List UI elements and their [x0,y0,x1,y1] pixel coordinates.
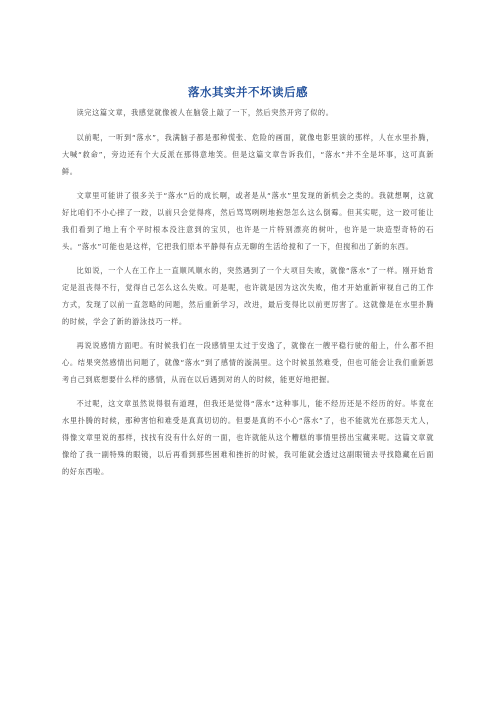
paragraph-5: 再说说感情方面吧。有时候我们在一段感情里太过于安逸了，就像在一艘平稳行驶的船上，什么都不担心。结果突然感情出问题了，就像“落水”到了感情的漩涡里。这个时候虽然难受，但也可能会让我们重新思考自己到底想要什么样的感情，从而在以后遇到对的人的时候，能更好地把握。 [62,341,434,384]
document-body [62,104,434,487]
paragraph-2: 以前呢，一听到“落水”，我满脑子都是那种慌张、危险的画面，就像电影里演的那样，人在水里扑腾，大喊“救命”，旁边还有个大反派在那得意地笑。但是这篇文章告诉我们，“落水”并不全是坏事，这可真新鲜。 [62,133,434,176]
paragraph-1: 读完这篇文章，我感觉就像被人在脑袋上敲了一下，然后突然开窍了似的。 [76,108,334,117]
paragraph-4: 比如说，一个人在工作上一直顺风顺水的，突然遇到了一个大项目失败，就像“落水”了一样。刚开始肯定是沮丧得不行，觉得自己怎么这么失败。可是呢，也许就是因为这次失败，他才开始重新审视自己的工作方式，发现了以前一直忽略的问题，然后重新学习，改进，最后变得比以前更厉害了。这就像是在水里扑腾的时候，学会了新的游泳技巧一样。 [62,266,434,326]
paragraph-3: 文章里可能讲了很多关于“落水”后的成长啊，或者是从“落水”里发现的新机会之类的。我就想啊，这就好比咱们不小心摔了一跤，以前只会觉得疼，然后骂骂咧咧地抱怨怎么这么倒霉。但其实呢，这一跤可能让我们看到了地上有个平时根本没注意到的宝贝，也许是一片特别漂亮的树叶，也许是一块造型奇特的石头。“落水”可能也是这样，它把我们原本平静得有点无聊的生活给搅和了一下，但搅和出了新的东西。 [62,191,434,251]
paragraph-6: 不过呢，这文章虽然说得很有道理，但我还是觉得“落水”这种事儿，能不经历还是不经历的好。毕竟在水里扑腾的时候，那种害怕和难受是真真切切的。但要是真的不小心“落水”了，也不能就光在那怨天尤人，得像文章里说的那样，找找有没有什么好的一面，也许就能从这个糟糕的事情里捞出宝藏来呢。这篇文章就像给了我一副特殊的眼镜，以后再看到那些困难和挫折的时候，我可能就会透过这副眼镜去寻找隐藏在后面的好东西啦。 [62,399,434,476]
document-title: 落水其实并不坏读后感 [188,85,308,99]
